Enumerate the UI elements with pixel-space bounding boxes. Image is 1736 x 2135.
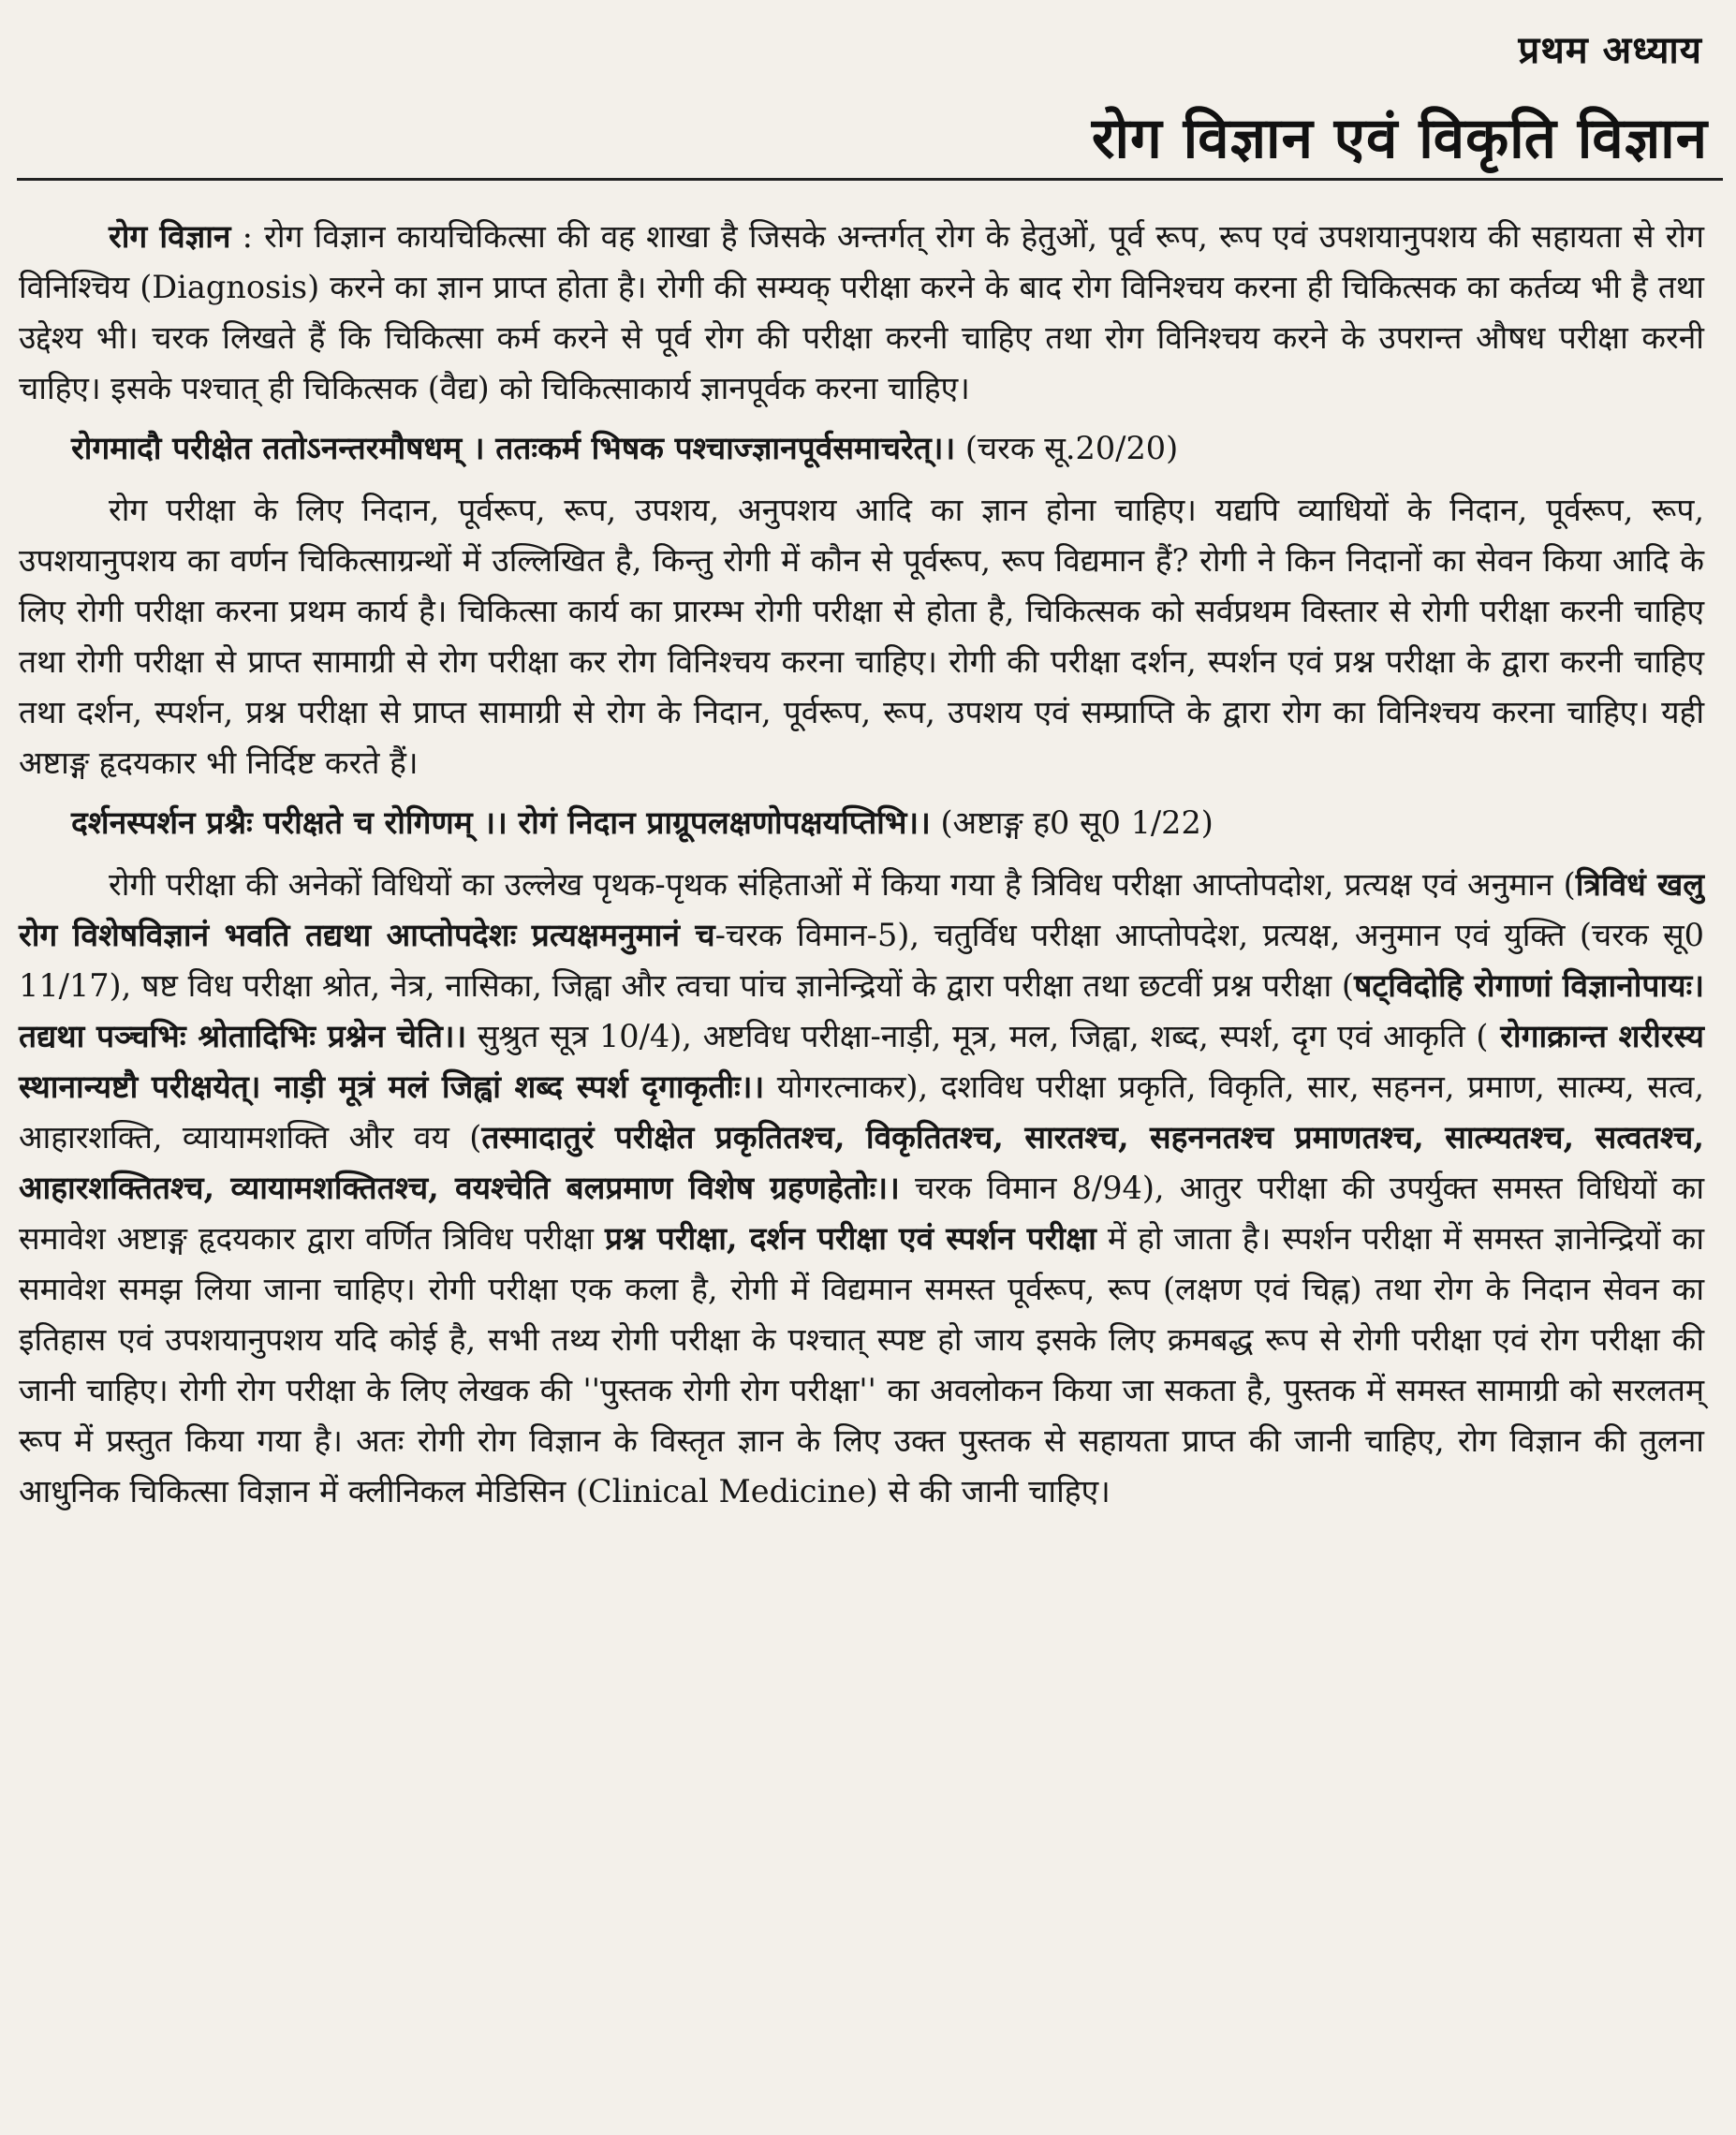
methods-text-3: सुश्रुत सूत्र 10/4), अष्टविध परीक्षा-नाड़ी, मूत्र, मल, जिह्वा, शब्द, स्पर्श, दृग एवं आकृति ( [466,1018,1489,1054]
body-text [19,212,1704,1526]
methods-quote-2: षट्विदोहि रोगाणां विज्ञानोपायः। तद्यथा पञ्चभिः श्रोतादिभिः प्रश्नेन चेति।। [19,967,1705,1054]
methods-quote-3: रोगाक्रान्त शरीरस्य स्थानान्यष्टौ परीक्षयेत्। नाड़ी मूत्रं मलं जिह्वां शब्द स्पर्श दृगाकृतीः।। [19,1018,1704,1105]
methods-emphasis: प्रश्न परीक्षा, दर्शन परीक्षा एवं स्पर्शन परीक्षा [604,1220,1096,1257]
intro-text: : रोग विज्ञान कायचिकित्सा की वह शाखा है जिसके अन्तर्गत् रोग के हेतुओं, पूर्व रूप, रूप एवं उपशयानुपशय की सहायता से रोग विनिश्चिय (Diagnosis) करने का ज्ञान प्राप्त होता है। रोगी की सम्यक् परीक्षा करने के बाद रोग विनिश्चय करना ही चिकित्सक का कर्तव्य भी है तथा उद्देश्य भी। चरक लिखते हैं कि चिकित्सा कर्म करने से पूर्व रोग की परीक्षा करनी चाहिए तथा रोग विनिश्चय करने के उपरान्त औषध परीक्षा करनी चाहिए। इसके पश्चात् ही चिकित्सक (वैद्य) को चिकित्साकार्य ज्ञानपूर्वक करना चाहिए। [19,218,1704,406]
paragraph-methods [19,860,1704,1517]
verse-ashtanga [19,798,1704,848]
methods-quote-1: त्रिविधं खलु रोग विशेषविज्ञानं भवति तद्यथा आप्तोपदेशः प्रत्यक्षमनुमानं च [19,866,1704,953]
verse-charak-ref: (चरक सू.20/20) [955,430,1179,466]
methods-text-6: में हो जाता है। स्पर्शन परीक्षा में समस्त ज्ञानेन्द्रियों का समावेश समझ लिया जाना चाहिए। रोगी परीक्षा एक कला है, रोगी में विद्यमान समस्त पूर्वरूप, रूप (लक्षण एवं चिह्न) तथा रोग के निदान सेवन का इतिहास एवं उपशयानुपशय यदि कोई है, सभी तथ्य रोगी परीक्षा के पश्चात् स्पष्ट हो जाय इसके लिए क्रमबद्ध रूप से रोगी परीक्षा एवं रोग परीक्षा की जानी चाहिए। रोगी रोग परीक्षा के लिए लेखक की ''पुस्तक रोगी रोग परीक्षा'' का अवलोकन किया जा सकता है, पुस्तक में समस्त सामाग्री को सरलतम् रूप में प्रस्तुत किया गया है। अतः रोगी रोग विज्ञान के विस्तृत ज्ञान के लिए उक्त पुस्तक से सहायता प्राप्त की जानी चाहिए, रोग विज्ञान की तुलना आधुनिक चिकित्सा विज्ञान में क्लीनिकल मेडिसिन (Clinical Medicine) से की जानी चाहिए। [19,1220,1705,1509]
methods-text-5: चरक विमान 8/94), आतुर परीक्षा की उपर्युक्त समस्त विधियों का समावेश अष्टाङ्ग हृदयकार द्वारा वर्णित त्रिविध परीक्षा [19,1170,1704,1257]
intro-heading: रोग विज्ञान [109,218,231,255]
chapter-title: रोग विज्ञान एवं विकृति विज्ञान [1091,106,1708,171]
verse-charak [19,423,1704,474]
paragraph-examination: रोग परीक्षा के लिए निदान, पूर्वरूप, रूप, उपशय, अनुपशय आदि का ज्ञान होना चाहिए। यद्यपि व्याधियों के निदान, पूर्वरूप, रूप, उपशयानुपशय का वर्णन चिकित्साग्रन्थों में उल्लिखित है, किन्तु रोगी में कौन से पूर्वरूप, रूप विद्यमान हैं? रोगी ने किन निदानों का सेवन किया आदि के लिए रोगी परीक्षा करना प्रथम कार्य है। चिकित्सा कार्य का प्रारम्भ रोगी परीक्षा से होता है, चिकित्सक को सर्वप्रथम विस्तार से रोगी परीक्षा करनी चाहिए तथा रोगी परीक्षा से प्राप्त सामाग्री से रोग परीक्षा कर रोग विनिश्चय करना चाहिए। रोगी की परीक्षा दर्शन, स्पर्शन एवं प्रश्न परीक्षा के द्वारा करनी चाहिए तथा दर्शन, स्पर्शन, प्रश्न परीक्षा से प्राप्त सामाग्री से रोग के निदान, पूर्वरूप, रूप, उपशय एवं सम्प्राप्ति के द्वारा रोग का विनिश्चय करना चाहिए। यही अष्टाङ्ग हृदयकार भी निर्दिष्ट करते हैं। [19,492,1704,781]
methods-text-1: रोगी परीक्षा की अनेकों विधियों का उल्लेख पृथक-पृथक संहिताओं में किया गया है त्रिविध परीक्षा आप्तोपदोश, प्रत्यक्ष एवं अनुमान ( [109,866,1576,903]
paragraph-intro [19,212,1704,414]
methods-text-2: -चरक विमान-5), चतुर्विध परीक्षा आप्तोपदेश, प्रत्यक्ष, अनुमान एवं युक्ति (चरक सू0 11/17), षष्ट विध परीक्षा श्रोत, नेत्र, नासिका, जिह्वा और त्वचा पांच ज्ञानेन्द्रियों के द्वारा परीक्षा तथा छटवीं प्रश्न परीक्षा ( [19,917,1704,1004]
verse-ashtanga-shloka: दर्शनस्पर्शन प्रश्नैः परीक्षते च रोगिणम् ।। रोगं निदान प्राग्रूपलक्षणोपक्षयप्तिभि।। [71,804,931,841]
verse-charak-shloka: रोगमादौ परीक्षेत ततोऽनन्तरमौषधम् । ततःकर्म भिषक पश्चाज्ज्ञानपूर्वसमाचरेत्।। [71,430,956,466]
title-divider [17,178,1723,181]
verse-ashtanga-ref: (अष्टाङ्ग ह0 सू0 1/22) [930,804,1214,841]
chapter-label: प्रथम अध्याय [1518,29,1702,72]
methods-quote-4: तस्मादातुरं परीक्षेत प्रकृतितश्च, विकृतितश्च, सारतश्च, सहननतश्च प्रमाणतश्च, सात्म्यतश्च, सत्वतश्च, आहारशक्तितश्च, व्यायामशक्तितश्च, वयश्चेति बलप्रमाण विशेष ग्रहणहेतोः।। [19,1119,1704,1206]
methods-text-4: योगरत्नाकर), दशविध परीक्षा प्रकृति, विकृति, सार, सहनन, प्रमाण, सात्म्य, सत्व, आहारशक्ति, व्यायामशक्ति और वय ( [19,1068,1704,1156]
